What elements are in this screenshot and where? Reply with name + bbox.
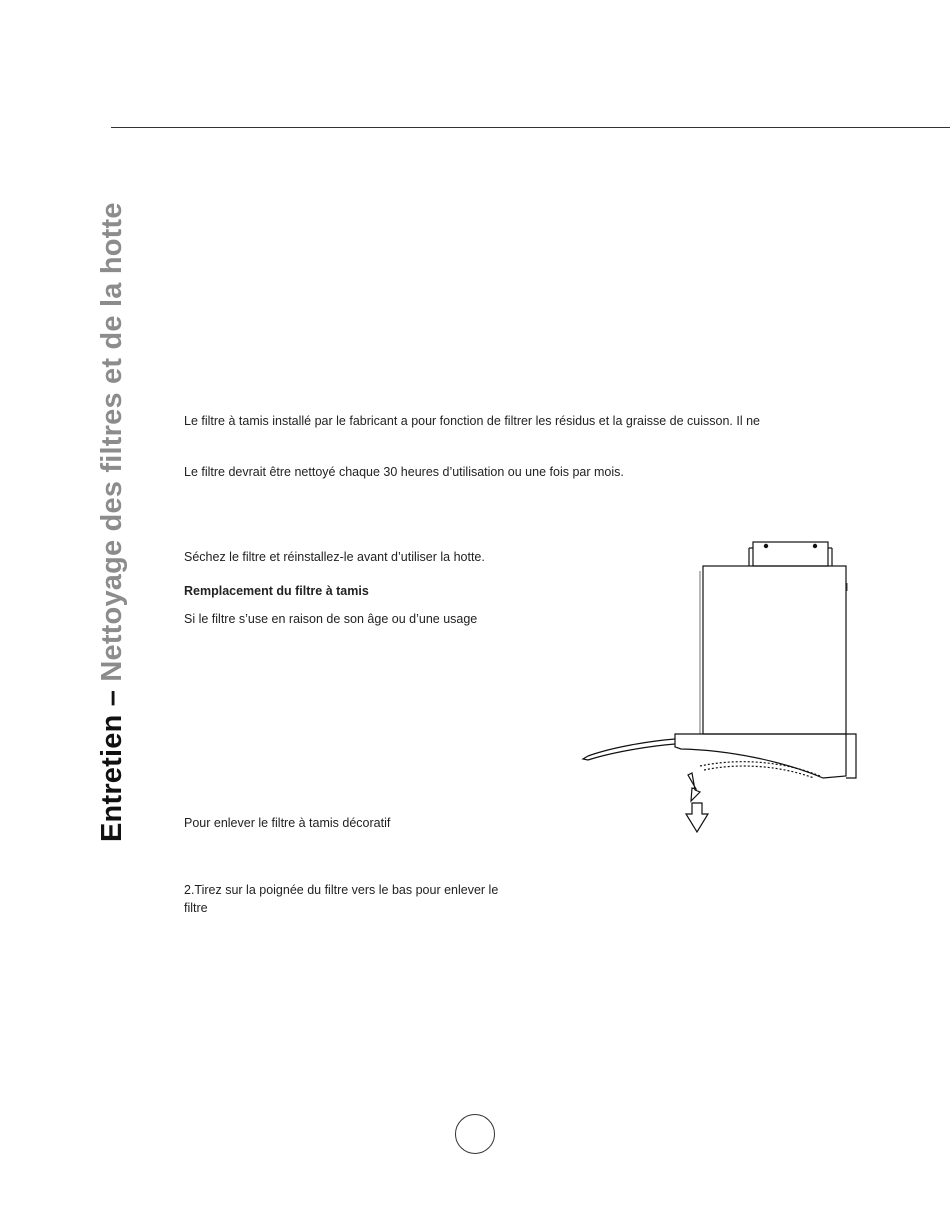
header-rule bbox=[111, 127, 950, 128]
power-cord bbox=[583, 739, 675, 760]
range-hood-diagram bbox=[578, 535, 863, 840]
arrow-down-icon bbox=[686, 773, 708, 832]
title-main: Entretien – bbox=[96, 681, 128, 842]
step-2-line-1: 2.Tirez sur la poignée du filtre vers le bas pour enlever le bbox=[184, 883, 499, 897]
duct-cover bbox=[749, 542, 832, 566]
replacement-heading: Remplacement du filtre à tamis bbox=[184, 584, 369, 598]
page-number-circle bbox=[455, 1114, 495, 1154]
title-sub: Nettoyage des filtres et de la hotte bbox=[96, 202, 128, 682]
step-2-line-2: filtre bbox=[184, 901, 208, 915]
hood-canopy bbox=[675, 734, 856, 778]
chimney-body bbox=[700, 566, 847, 734]
wear-paragraph: Si le filtre s’use en raison de son âge ou d’une usage bbox=[184, 612, 478, 626]
frequency-paragraph: Le filtre devrait être nettoyé chaque 30 heures d’utilisation ou une fois par mois. bbox=[184, 465, 624, 479]
intro-paragraph: Le filtre à tamis installé par le fabricant a pour fonction de filtrer les résidus et la graisse de cuisson. Il ne bbox=[184, 414, 760, 428]
remove-paragraph: Pour enlever le filtre à tamis décoratif bbox=[184, 816, 391, 830]
page-title bbox=[98, 202, 127, 842]
dry-paragraph: Séchez le filtre et réinstallez-le avant d’utiliser la hotte. bbox=[184, 550, 485, 564]
